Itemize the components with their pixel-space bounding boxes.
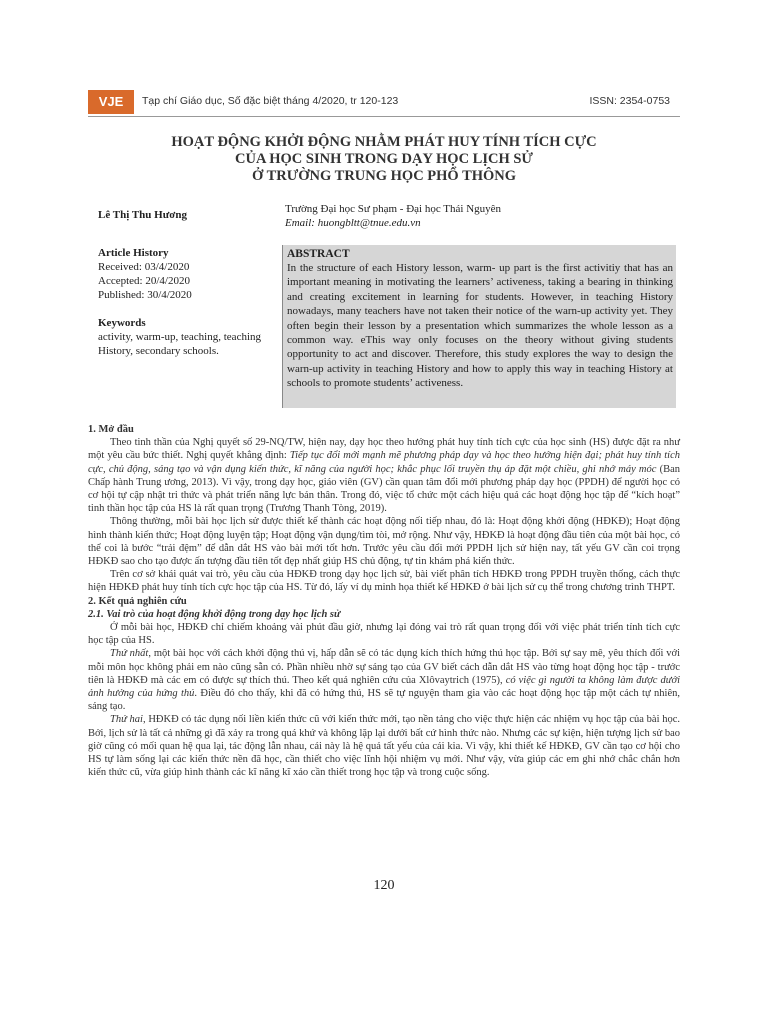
article-meta-column xyxy=(98,246,268,358)
paragraph-5-part-b: . Điều đó cho thấy, khi đã có hứng thú, HS sẽ tự nguyện tham gia vào các hoạt động học tập một cách tự nhiên, sáng tạo. xyxy=(88,688,680,713)
paragraph-6-text: , HĐKĐ có tác dụng nối liền kiến thức cũ với kiến thức mới, tạo nền tảng cho việc thực hiện các nhiệm vụ học tập của bài học. Bởi, lịch sử là tất cả những gì đã xảy ra trong quá khứ và không lặp lại dưới bất cứ hình thức nào. Nhưng các sự kiện, hiện tượng lịch sử bao giờ cũng có mối quan hệ qua lại, tác động lẫn nhau, cái này là hệ quả tất yếu của cái kia. Vì vậy, khi thiết kế HĐKĐ, GV cần tạo cơ hội cho HS tự làm sống lại các kiến thức nền đã học, cần thiết cho việc lĩnh hội nhiệm vụ mới. Như vậy, vừa giúp các em ghi nhớ chắc chắn hơn kiến thức cũ, vừa giúp hình thành các kĩ năng kĩ xảo cần thiết trong học tập và trong cuộc sống. xyxy=(88,714,681,779)
affiliation: Trường Đại học Sư phạm - Đại học Thái Nguyên xyxy=(285,203,502,215)
abstract-box xyxy=(282,245,676,408)
paragraph-5-lead: Thứ nhất xyxy=(110,648,149,660)
paragraph-2: Thông thường, mỗi bài học lịch sử được thiết kế thành các hoạt động nối tiếp nhau, đó là: Hoạt động khởi động (HĐKĐ); Hoạt động hình thành kiến thức; Hoạt động luyện tập; Hoạt động vận dụng/tìm tòi, mở rộng. Như vậy, HĐKĐ là hoạt động đầu tiên của một bài học, có thể coi là bước “trải đệm” để dẫn dắt HS vào bài mới tốt hơn. Trước yêu cầu đổi mới PPDH lịch sử hiện nay, tất yếu GV cần coi trọng HĐKĐ sao cho tạo được ấn tượng đầu tiên tốt đẹp nhất giúp HS chủ động, tự tin khám phá kiến thức. xyxy=(88,516,680,568)
paragraph-4: Ở mỗi bài học, HĐKĐ chỉ chiếm khoảng vài phút đầu giờ, nhưng lại đóng vai trò rất quan trọng đối với việc phát triển tính tích cực học tập của HS. xyxy=(88,622,680,647)
paper-title xyxy=(88,134,680,185)
accepted-date: Accepted: 20/4/2020 xyxy=(98,275,190,287)
published-date: Published: 30/4/2020 xyxy=(98,289,192,301)
paragraph-5-part-a: , một bài học với cách khởi động thú vị, hấp dẫn sẽ có tác dụng kích thích hứng thú học tập. Bởi sự say mê, yêu thích đối với mỗi môn học không phải em nào cũng sẵn có. Phần nhiều nhờ sự sáng tạo của GV biết cách dẫn dắt HS vào từng hoạt động học tập - trước tiên là HĐKĐ mà các em có được sự thích thú. Theo kết quả nghiên cứu của Xlôvaytrich (1975), xyxy=(88,648,680,686)
title-line-2: CỦA HỌC SINH TRONG DẠY HỌC LỊCH SỬ xyxy=(235,151,533,167)
paragraph-1 xyxy=(88,436,680,515)
page-number: 120 xyxy=(373,878,395,893)
paragraph-1-quote: Tiếp tục đổi mới mạnh mẽ phương pháp dạy và học theo hướng hiện đại; phát huy tính tích cực, chủ động, sáng tạo và vận dụng kiến thức, kĩ năng của người học; khắc phục lối truyền thụ áp đặt một chiều, ghi nhớ máy móc xyxy=(88,450,680,475)
paragraph-1-part-a: Theo tinh thần của Nghị quyết số 29-NQ/TW, hiện nay, dạy học theo hướng phát huy tính tích cực của học sinh (HS) được đặt ra như một yêu cầu bức thiết. Nghị quyết khẳng định: xyxy=(88,437,680,462)
section-2-heading: 2. Kết quả nghiên cứu xyxy=(88,595,187,607)
paragraph-5-quote: có việc gì người ta không làm được dưới ảnh hưởng của hứng thú xyxy=(88,674,680,700)
title-line-1: HOẠT ĐỘNG KHỞI ĐỘNG NHẰM PHÁT HUY TÍNH TÍCH CỰC xyxy=(171,134,597,150)
author-affiliation-block xyxy=(285,202,501,230)
article-body xyxy=(88,423,680,779)
keywords-heading: Keywords xyxy=(98,317,146,329)
keywords-text: activity, warm-up, teaching, teaching History, secondary schools. xyxy=(98,331,262,357)
author-name: Lê Thị Thu Hương xyxy=(98,209,188,221)
issn-label: ISSN: 2354-0753 xyxy=(589,95,670,107)
paragraph-5 xyxy=(88,647,680,713)
journal-logo-badge: VJE xyxy=(88,90,134,114)
journal-citation: Tạp chí Giáo dục, Số đặc biệt tháng 4/2020, tr 120-123 xyxy=(142,95,399,107)
header-divider xyxy=(88,116,680,117)
paragraph-6-lead: Thứ hai xyxy=(110,714,143,726)
section-1-heading: 1. Mở đầu xyxy=(88,424,134,435)
title-line-3: Ở TRƯỜNG TRUNG HỌC PHỔ THÔNG xyxy=(251,168,517,184)
paragraph-1-part-b: (Ban Chấp hành Trung ương, 2013). Vì vậy, trong dạy học, giáo viên (GV) cần quan tâm đổi mới phương pháp dạy học (PPDH) để người học có cơ hội tự cập nhật tri thức và phát triển năng lực bản thân. Trong đó, việc tổ chức một cách hiệu quả các hoạt động học tập để “kích hoạt” tinh thần học tập của HS là rất quan trọng (Trương Thanh Tòng, 2019). xyxy=(88,463,680,515)
article-history-heading: Article History xyxy=(98,247,169,259)
received-date: Received: 03/4/2020 xyxy=(98,261,190,273)
paragraph-3: Trên cơ sở khái quát vai trò, yêu cầu của HĐKĐ trong dạy học lịch sử, bài viết phân tích HĐKĐ trong PPDH truyền thống, cách thực hiện HĐKĐ phát huy tính tích cực học tập của HS. Từ đó, lấy ví dụ minh họa thiết kế HĐKĐ ở bài lịch sử cụ thể trong chương trình THPT. xyxy=(88,569,680,594)
author-email: Email: huongbltt@tnue.edu.vn xyxy=(285,217,421,229)
abstract-heading: ABSTRACT xyxy=(287,248,350,260)
subsection-2-1-heading: 2.1. Vai trò của hoạt động khởi động trong dạy học lịch sử xyxy=(88,608,341,620)
paragraph-6 xyxy=(88,713,680,779)
abstract-text: In the structure of each History lesson, warm- up part is the first activitiy that has an important meaning in motivating the learners’ activeness, taking a bearing in thinking and creating excitement in learning for students. However, in teaching History nowadays, many teachers have not taken their notice of the warn-up activity yet. They often begin their lesson by a presentation which summarizes the whole lesson as a common way. eThis way only focuses on the theory without giving students opportunity to act and discover. Therefore, this study explores the way to design the warn-up activity in teaching History and how to apply this way in teaching History at schools to promote students’ activeness. xyxy=(287,262,673,390)
